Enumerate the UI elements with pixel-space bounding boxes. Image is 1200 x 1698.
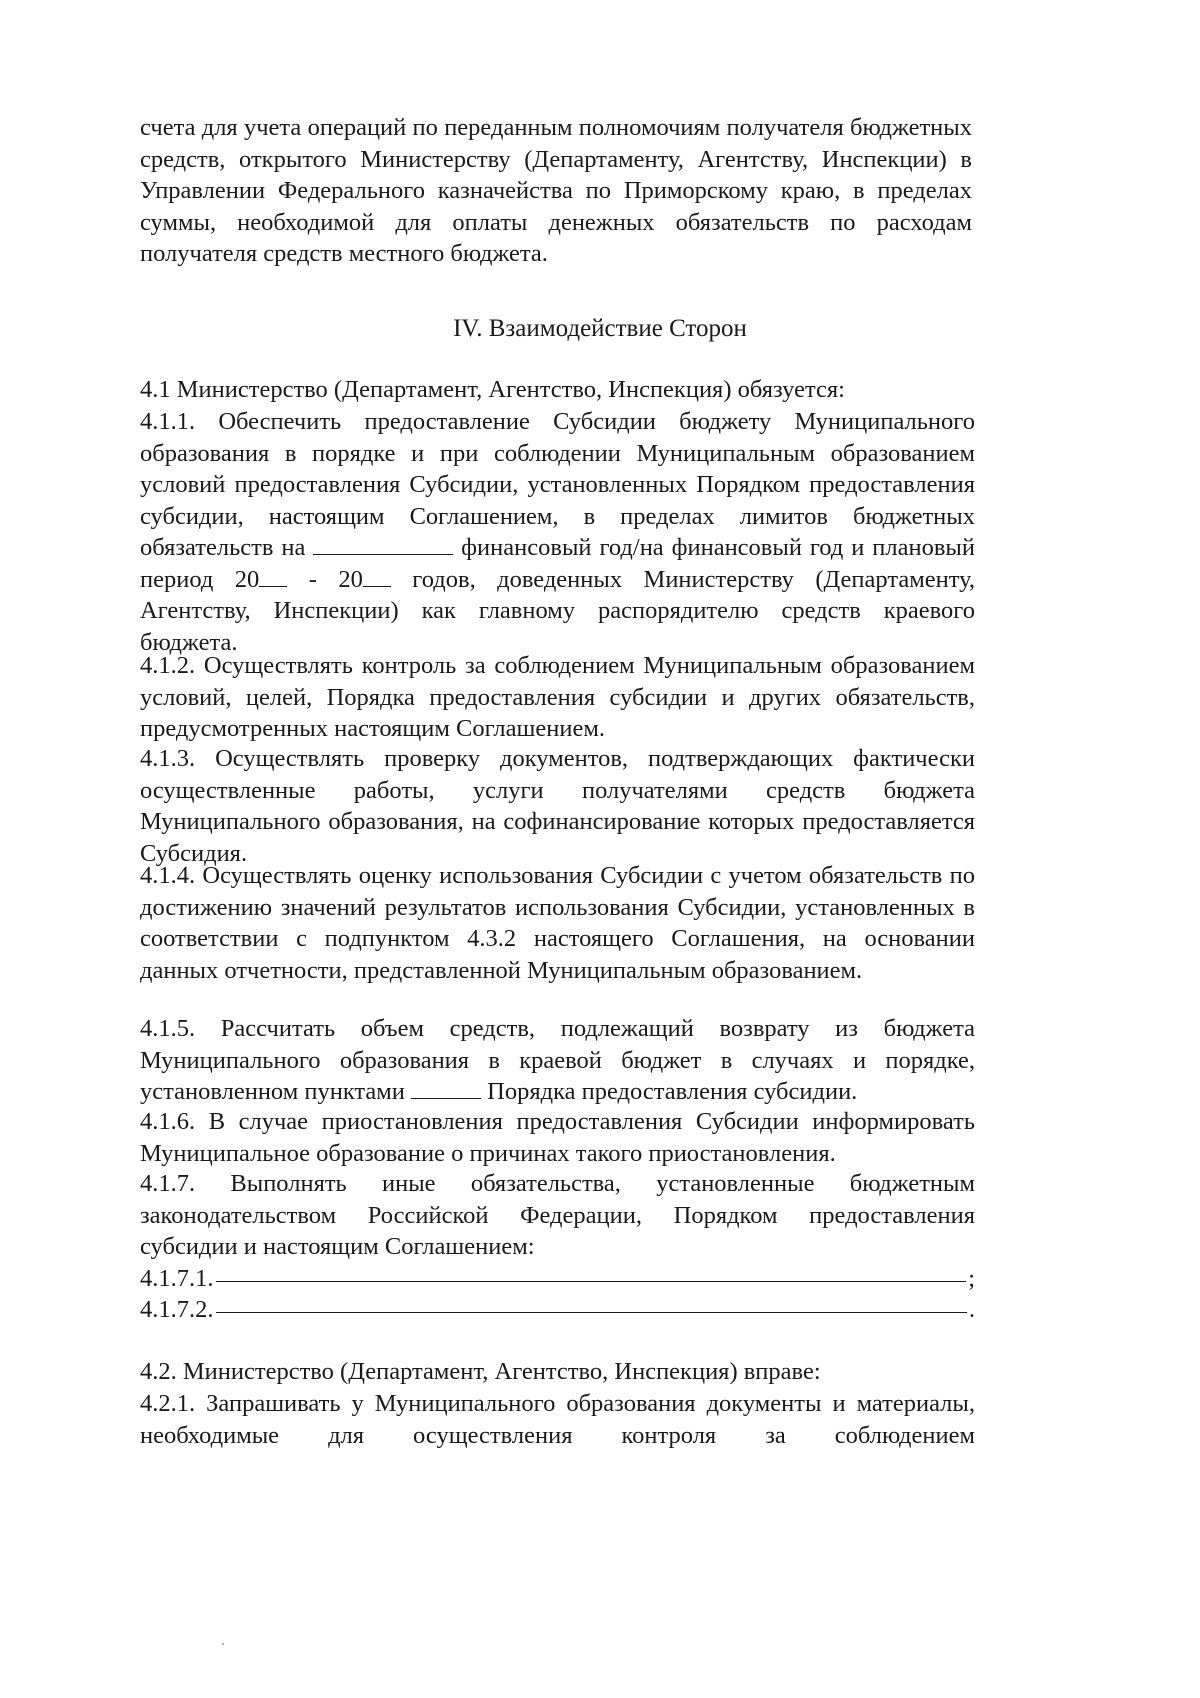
clause-4-1-5 [140, 1013, 975, 1108]
clause-4-2: 4.2. Министерство (Департамент, Агентство, Инспекция) вправе: [140, 1358, 821, 1385]
clause-4-1-6: 4.1.6. В случае приостановления предоставления Субсидии информировать Муниципальное образование о причинах такого приостановления. [140, 1108, 975, 1167]
blank-field-clauses [411, 1097, 481, 1099]
scan-speck [222, 1643, 224, 1645]
blank-field-year-start [259, 585, 287, 587]
clause-4-1: 4.1 Министерство (Департамент, Агентство, Инспекция) обязуется: [140, 376, 845, 403]
clause-4-1-1-part-d: годов, доведенных Министерству (Департаменту, Агентству, Инспекции) как главному распорядителю средств краевого бюджета. [140, 565, 976, 656]
clause-4-1-7-1-end: ; [968, 1265, 975, 1292]
blank-field-4-1-7-2 [216, 1312, 967, 1313]
clause-4-1-7-1-label: 4.1.7.1. [140, 1265, 214, 1292]
intro-paragraph: счета для учета операций по переданным полномочиям получателя бюджетных средств, открытого Министерству (Департаменту, Агентству, Инспекции) в Управлении Федерального казначейства по Приморскому краю, в пределах суммы, необходимой для оплаты денежных обязательств по расходам получателя средств местного бюджета. [140, 114, 972, 267]
clause-4-1-5-part-a: 4.1.5. Рассчитать объем средств, подлежащий возврату из бюджета Муниципального образования в краевой бюджет в случаях и порядке, установленном пунктами [140, 1015, 975, 1105]
blank-field-4-1-7-1 [216, 1281, 967, 1282]
clause-4-1-1-part-c: - 20 [287, 565, 363, 593]
blank-field-financial-year [313, 553, 453, 555]
clause-4-1-7-1 [140, 1263, 975, 1295]
blank-field-year-end [363, 585, 391, 587]
clause-4-1-1-part-b: финансовый год/на финансовый год и плановый период 20 [140, 534, 975, 593]
clause-4-1-1-part-a: 4.1.1. Обеспечить предоставление Субсидии бюджету Муниципального образования в порядке и при соблюдении Муниципальным образованием условий предоставления Субсидии, установленных Порядком предоставления субсидии, настоящим Соглашением, в пределах лимитов бюджетных обязательств на [140, 408, 975, 561]
clause-4-1-1 [140, 406, 975, 658]
clause-4-1-7-2-label: 4.1.7.2. [140, 1296, 214, 1323]
clause-4-1-7-2-end: . [968, 1296, 975, 1323]
clause-4-1-5-part-b: Порядка предоставления субсидии. [481, 1078, 858, 1105]
clause-4-1-3: 4.1.3. Осуществлять проверку документов, подтверждающих фактически осуществленные работы, услуги получателями средств бюджета Муниципального образования, на софинансирование которых предоставляется Субсидия. [140, 745, 975, 867]
clause-4-1-7-2 [140, 1294, 975, 1326]
clause-4-1-2: 4.1.2. Осуществлять контроль за соблюдением Муниципальным образованием условий, целей, Порядка предоставления субсидии и других обязательств, предусмотренных настоящим Соглашением. [140, 652, 975, 742]
section-heading: IV. Взаимодействие Сторон [453, 315, 747, 342]
clause-4-1-4: 4.1.4. Осуществлять оценку использования Субсидии с учетом обязательств по достижению значений результатов использования Субсидии, установленных в соответствии с подпунктом 4.3.2 настоящего Соглашения, на основании данных отчетности, представленной Муниципальным образованием. [140, 862, 975, 984]
clause-4-2-1: 4.2.1. Запрашивать у Муниципального образования документы и материалы, необходимые для осуществления контроля за соблюдением [140, 1390, 975, 1449]
clause-4-1-7: 4.1.7. Выполнять иные обязательства, установленные бюджетным законодательством Российской Федерации, Порядком предоставления субсидии и настоящим Соглашением: [140, 1170, 975, 1260]
